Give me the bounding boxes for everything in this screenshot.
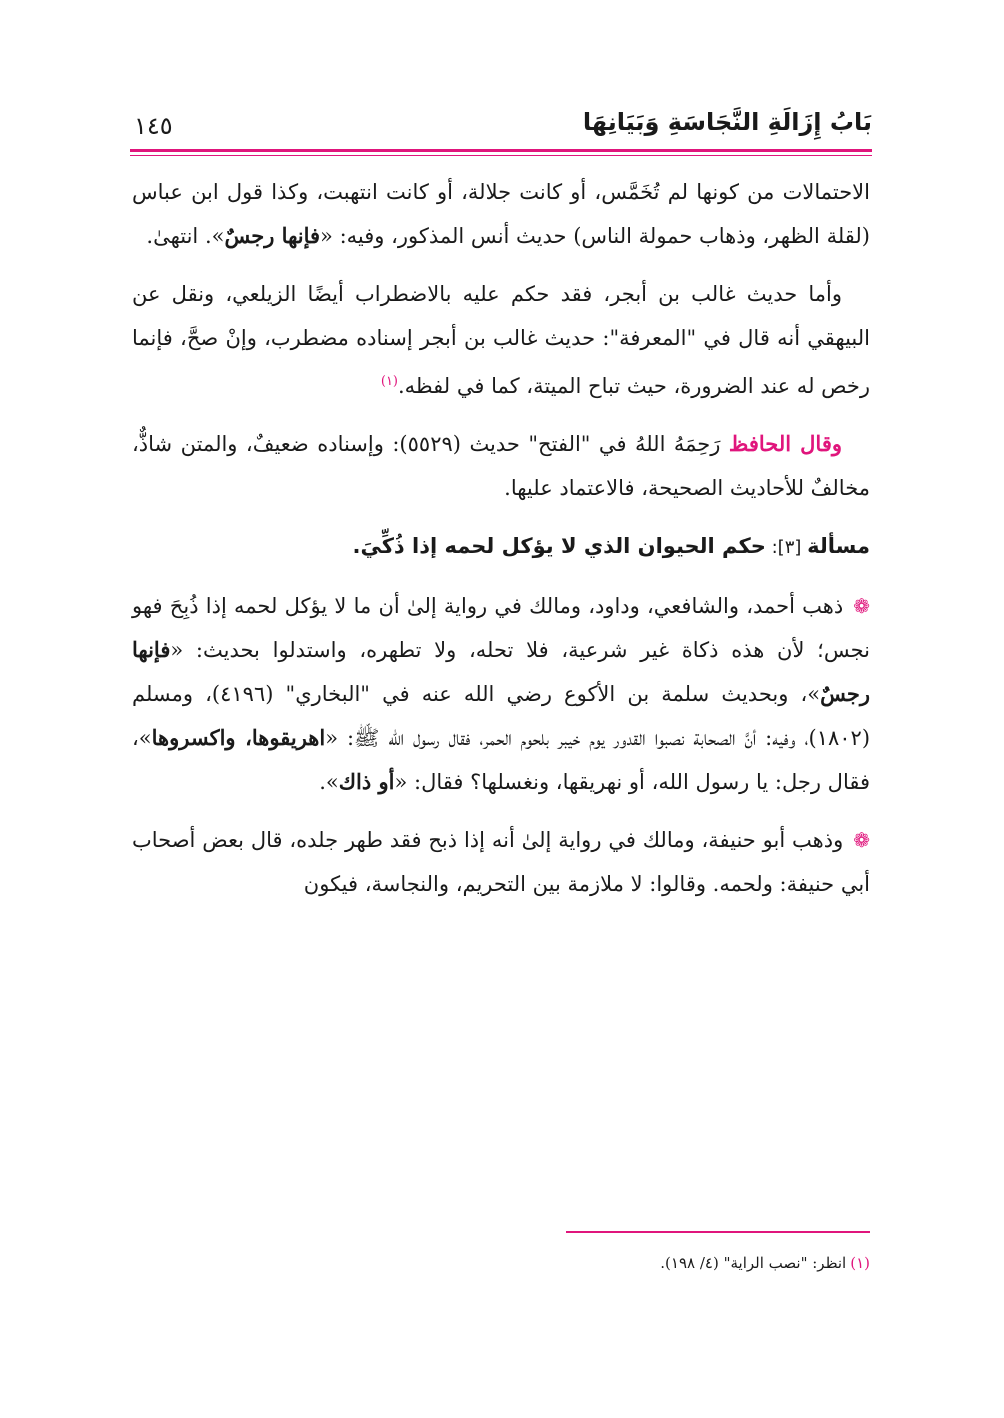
header-rule-thin (130, 155, 872, 156)
text-run: ». (319, 770, 339, 794)
footnote-rule (566, 1231, 870, 1233)
main-text (132, 170, 870, 920)
heading-label: مسألة (807, 534, 870, 558)
text-run: وأما حديث غالب بن أبجر، فقد حكم عليه بالاضطراب أيضًا الزيلعي، ونقل عن البيهقي أنه قال في "المعرفة": حديث غالب بن أبجر إسناده مضطرب، وإنْ صحَّ، فإنما رخص له عند الضرورة، حيث تباح الميتة، كما في لفظه. (132, 282, 870, 398)
heading-number: [٣]: (765, 537, 808, 558)
text-run: »، فقال رجل: يا رسول الله، أو نهريقها، ونغسلها؟ فقال: « (132, 726, 870, 794)
hadith-quote: فإنها رجسٌ (224, 223, 321, 248)
flower-bullet-icon: ❁ (853, 594, 870, 618)
section-heading (132, 524, 870, 570)
text-run: ذهب أحمد، والشافعي، وداود، ومالك في رواية إلىٰ أن ما لا يؤكل لحمه إذا ذُبِحَ فهو نجس؛ لأن هذه ذكاة غير شرعية، فلا تحله، ولا تطهره، واستدلوا بحديث: « (132, 594, 870, 662)
text-run: وذهب أبو حنيفة، ومالك في رواية إلىٰ أنه إذا ذبح فقد طهر جلده، قال بعض أصحاب أبي حنيفة: ولحمه. وقالوا: لا ملازمة بين التحريم، والنجاسة، فيكون (132, 828, 870, 896)
paragraph-5 (132, 818, 870, 906)
chapter-title: بَابُ إِزَالَةِ النَّجَاسَةِ وَبَيَانِهَا (582, 108, 872, 136)
footnote-text: انظر: "نصب الراية" (٤/ ١٩٨). (660, 1254, 847, 1272)
page-header (130, 108, 872, 148)
footnote-ref[interactable]: (١) (380, 374, 398, 389)
footnote (660, 1254, 870, 1272)
hadith-quote: اهريقوها، واكسروها (151, 725, 326, 750)
paragraph-2 (132, 272, 870, 408)
text-run: ». انتهىٰ. (146, 224, 225, 248)
text-run: »، وبحديث سلمة بن الأكوع رضي الله عنه في "البخاري" (٤١٩٦)، ومسلم (١٨٠٢)، وفيه: أنَّ الصحابة نصبوا القدور يوم خيبر بلحوم الحمر، فقال رسول الله ﷺ: « (132, 682, 871, 750)
header-rule-thick (130, 149, 872, 152)
paragraph-1 (132, 170, 870, 258)
text-run: رَحِمَهُ اللهُ في "الفتح" حديث (٥٥٢٩): وإسناده ضعيفٌ، والمتن شاذٌّ، مخالفٌ للأحاديث الصحيحة، فالاعتماد عليها. (132, 432, 870, 500)
page-number: ١٤٥ (134, 112, 173, 140)
footnote-mark: (١) (850, 1254, 870, 1272)
highlighted-name: وقال الحافظ (728, 431, 843, 456)
hadith-quote: فإنها رجسٌ (132, 637, 870, 706)
heading-title: حكم الحيوان الذي لا يؤكل لحمه إذا ذُكِّيَ. (352, 534, 766, 558)
text-run: الاحتمالات من كونها لم تُخَمَّس، أو كانت جلالة، أو كانت انتهبت، وكذا قول ابن عباس (لقلة الظهر، وذهاب حمولة الناس) حديث أنس المذكور، وفيه: « (132, 180, 870, 248)
paragraph-3 (132, 422, 870, 510)
hadith-quote: أو ذاك (338, 769, 395, 794)
flower-bullet-icon: ❁ (853, 828, 870, 852)
paragraph-4 (132, 584, 870, 804)
